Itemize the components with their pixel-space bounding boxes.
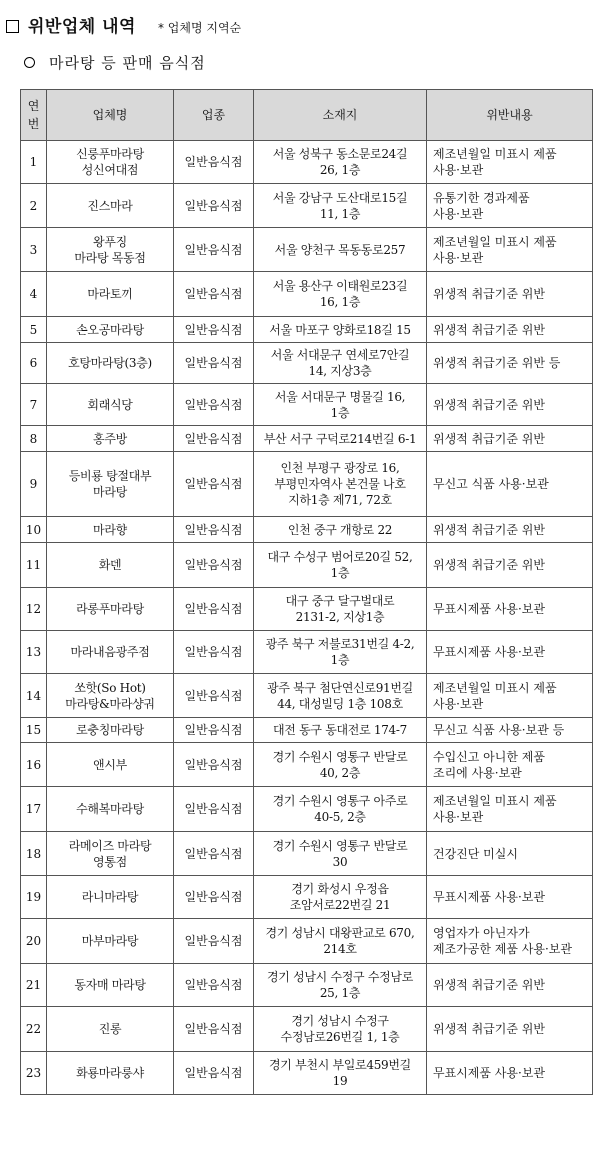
business-address: 서울 서대문구 연세로7안길 14, 지상3층 xyxy=(254,343,427,384)
sort-note: * 업체명 지역순 xyxy=(157,21,242,35)
business-address: 서울 성북구 동소문로24길 26, 1층 xyxy=(254,141,427,184)
row-number: 15 xyxy=(21,718,47,743)
violation-detail: 제조년월일 미표시 제품 사용·보관 xyxy=(427,228,593,272)
business-type: 일반음식점 xyxy=(174,452,254,517)
violation-detail: 무표시제품 사용·보관 xyxy=(427,876,593,919)
table-row xyxy=(21,919,593,964)
business-name: 마라토끼 xyxy=(47,272,174,317)
business-type: 일반음식점 xyxy=(174,317,254,343)
violation-detail: 무표시제품 사용·보관 xyxy=(427,588,593,631)
table-row xyxy=(21,184,593,228)
business-type: 일반음식점 xyxy=(174,272,254,317)
business-name: 왕푸징 마라탕 목동점 xyxy=(47,228,174,272)
violation-detail: 제조년월일 미표시 제품 사용·보관 xyxy=(427,141,593,184)
table-row xyxy=(21,228,593,272)
column-header-address: 소재지 xyxy=(254,90,427,141)
business-type: 일반음식점 xyxy=(174,343,254,384)
row-number: 16 xyxy=(21,743,47,787)
row-number: 10 xyxy=(21,517,47,543)
violation-detail: 위생적 취급기준 위반 등 xyxy=(427,343,593,384)
business-address: 서울 서대문구 명물길 16, 1층 xyxy=(254,384,427,426)
business-type: 일반음식점 xyxy=(174,743,254,787)
business-type: 일반음식점 xyxy=(174,964,254,1007)
business-type: 일반음식점 xyxy=(174,384,254,426)
section-title xyxy=(6,12,241,37)
row-number: 18 xyxy=(21,832,47,876)
row-number: 7 xyxy=(21,384,47,426)
table-row xyxy=(21,787,593,832)
business-address: 경기 수원시 영통구 아주로 40-5, 2층 xyxy=(254,787,427,832)
business-type: 일반음식점 xyxy=(174,517,254,543)
business-name: 진스마라 xyxy=(47,184,174,228)
violation-detail: 위생적 취급기준 위반 xyxy=(427,426,593,452)
checkbox-square-icon xyxy=(6,20,19,33)
violation-detail: 위생적 취급기준 위반 xyxy=(427,964,593,1007)
column-header-name: 업체명 xyxy=(47,90,174,141)
business-type: 일반음식점 xyxy=(174,787,254,832)
row-number: 4 xyxy=(21,272,47,317)
business-type: 일반음식점 xyxy=(174,184,254,228)
violation-detail: 영업자가 아닌자가 제조가공한 제품 사용·보관 xyxy=(427,919,593,964)
violation-detail: 제조년월일 미표시 제품 사용·보관 xyxy=(427,674,593,718)
business-name: 회래식당 xyxy=(47,384,174,426)
table-row xyxy=(21,588,593,631)
row-number: 8 xyxy=(21,426,47,452)
business-address: 인천 중구 개항로 22 xyxy=(254,517,427,543)
column-header-no xyxy=(21,90,47,141)
business-type: 일반음식점 xyxy=(174,876,254,919)
row-number: 14 xyxy=(21,674,47,718)
business-address: 대구 수성구 범어로20길 52, 1층 xyxy=(254,543,427,588)
table-row xyxy=(21,1007,593,1052)
violation-detail: 무신고 식품 사용·보관 xyxy=(427,452,593,517)
circle-bullet-icon xyxy=(24,57,35,68)
business-name: 등비룡 탕절대부 마라탕 xyxy=(47,452,174,517)
business-name: 화덴 xyxy=(47,543,174,588)
table-body xyxy=(21,141,593,1095)
table-header-row xyxy=(21,90,593,141)
subsection-title-text: 마라탕 등 판매 음식점 xyxy=(49,54,206,72)
business-address: 경기 수원시 영통구 반달로 30 xyxy=(254,832,427,876)
row-number: 20 xyxy=(21,919,47,964)
row-number: 21 xyxy=(21,964,47,1007)
business-address: 경기 수원시 영통구 반달로 40, 2층 xyxy=(254,743,427,787)
business-address: 경기 성남시 수정구 수정남로 25, 1층 xyxy=(254,964,427,1007)
table-row xyxy=(21,631,593,674)
business-name: 화룡마라룽샤 xyxy=(47,1052,174,1095)
business-type: 일반음식점 xyxy=(174,631,254,674)
row-number: 11 xyxy=(21,543,47,588)
violation-table xyxy=(20,89,593,1095)
table-row xyxy=(21,452,593,517)
business-type: 일반음식점 xyxy=(174,832,254,876)
violation-detail: 위생적 취급기준 위반 xyxy=(427,543,593,588)
table-row xyxy=(21,141,593,184)
violation-detail: 무표시제품 사용·보관 xyxy=(427,1052,593,1095)
business-address: 경기 부천시 부일로459번길 19 xyxy=(254,1052,427,1095)
table-row xyxy=(21,674,593,718)
business-name: 마라향 xyxy=(47,517,174,543)
business-address: 서울 강남구 도산대로15길 11, 1층 xyxy=(254,184,427,228)
business-type: 일반음식점 xyxy=(174,674,254,718)
row-number: 12 xyxy=(21,588,47,631)
table-row xyxy=(21,832,593,876)
business-name: 쏘핫(So Hot) 마라탕&마라샹궈 xyxy=(47,674,174,718)
column-header-type: 업종 xyxy=(174,90,254,141)
row-number: 23 xyxy=(21,1052,47,1095)
business-name: 진롱 xyxy=(47,1007,174,1052)
table-row xyxy=(21,964,593,1007)
table-row xyxy=(21,1052,593,1095)
business-type: 일반음식점 xyxy=(174,919,254,964)
row-number: 13 xyxy=(21,631,47,674)
violation-detail: 무신고 식품 사용·보관 등 xyxy=(427,718,593,743)
table-row xyxy=(21,272,593,317)
row-number: 2 xyxy=(21,184,47,228)
business-name: 로충칭마라탕 xyxy=(47,718,174,743)
table-row xyxy=(21,517,593,543)
violation-detail: 제조년월일 미표시 제품 사용·보관 xyxy=(427,787,593,832)
table-row xyxy=(21,384,593,426)
table-row xyxy=(21,876,593,919)
business-type: 일반음식점 xyxy=(174,141,254,184)
violation-detail: 건강진단 미실시 xyxy=(427,832,593,876)
business-address: 서울 양천구 목동동로257 xyxy=(254,228,427,272)
business-type: 일반음식점 xyxy=(174,543,254,588)
row-number: 1 xyxy=(21,141,47,184)
business-address: 경기 성남시 수정구 수정남로26번길 1, 1층 xyxy=(254,1007,427,1052)
business-name: 홍주방 xyxy=(47,426,174,452)
subsection-title xyxy=(24,52,206,73)
table-row xyxy=(21,743,593,787)
business-name: 동자매 마라탕 xyxy=(47,964,174,1007)
business-name: 손오공마라탕 xyxy=(47,317,174,343)
violation-detail: 위생적 취급기준 위반 xyxy=(427,517,593,543)
business-type: 일반음식점 xyxy=(174,426,254,452)
violation-detail: 위생적 취급기준 위반 xyxy=(427,272,593,317)
business-name: 라메이즈 마라탕 영통점 xyxy=(47,832,174,876)
business-type: 일반음식점 xyxy=(174,588,254,631)
violation-detail: 위생적 취급기준 위반 xyxy=(427,317,593,343)
business-name: 라롱푸마라탕 xyxy=(47,588,174,631)
violation-detail: 위생적 취급기준 위반 xyxy=(427,384,593,426)
table-row xyxy=(21,426,593,452)
business-name: 앤시부 xyxy=(47,743,174,787)
business-name: 신룽푸마라탕 성신여대점 xyxy=(47,141,174,184)
business-type: 일반음식점 xyxy=(174,718,254,743)
business-type: 일반음식점 xyxy=(174,228,254,272)
business-address: 경기 화성시 우정읍 조암서로22번길 21 xyxy=(254,876,427,919)
business-type: 일반음식점 xyxy=(174,1007,254,1052)
row-number: 17 xyxy=(21,787,47,832)
table-row xyxy=(21,543,593,588)
business-address: 대구 중구 달구벌대로 2131-2, 지상1층 xyxy=(254,588,427,631)
column-header-no-label: 연번 xyxy=(27,99,40,131)
table-row xyxy=(21,343,593,384)
table-row xyxy=(21,317,593,343)
business-address: 경기 성남시 대왕판교로 670, 214호 xyxy=(254,919,427,964)
column-header-violation: 위반내용 xyxy=(427,90,593,141)
table-row xyxy=(21,718,593,743)
business-address: 대전 동구 동대전로 174-7 xyxy=(254,718,427,743)
business-address: 인천 부평구 광장로 16, 부평민자역사 본건물 나호 지하1층 제71, 72호 xyxy=(254,452,427,517)
business-name: 수해복마라탕 xyxy=(47,787,174,832)
business-name: 마라내음광주점 xyxy=(47,631,174,674)
business-address: 서울 용산구 이태원로23길 16, 1층 xyxy=(254,272,427,317)
business-name: 마부마라탕 xyxy=(47,919,174,964)
row-number: 19 xyxy=(21,876,47,919)
business-address: 부산 서구 구덕로214번길 6-1 xyxy=(254,426,427,452)
row-number: 3 xyxy=(21,228,47,272)
business-address: 광주 북구 첨단연신로91번길 44, 대성빌딩 1층 108호 xyxy=(254,674,427,718)
row-number: 6 xyxy=(21,343,47,384)
page-header xyxy=(0,0,600,90)
row-number: 5 xyxy=(21,317,47,343)
violation-detail: 무표시제품 사용·보관 xyxy=(427,631,593,674)
section-title-text: 위반업체 내역 xyxy=(28,17,136,37)
business-address: 광주 북구 저불로31번길 4-2, 1층 xyxy=(254,631,427,674)
business-address: 서울 마포구 양화로18길 15 xyxy=(254,317,427,343)
violation-detail: 위생적 취급기준 위반 xyxy=(427,1007,593,1052)
business-name: 호탕마라탕(3층) xyxy=(47,343,174,384)
row-number: 9 xyxy=(21,452,47,517)
business-type: 일반음식점 xyxy=(174,1052,254,1095)
business-name: 라니마라탕 xyxy=(47,876,174,919)
violation-detail: 유통기한 경과제품 사용·보관 xyxy=(427,184,593,228)
row-number: 22 xyxy=(21,1007,47,1052)
violation-detail: 수입신고 아니한 제품 조리에 사용·보관 xyxy=(427,743,593,787)
